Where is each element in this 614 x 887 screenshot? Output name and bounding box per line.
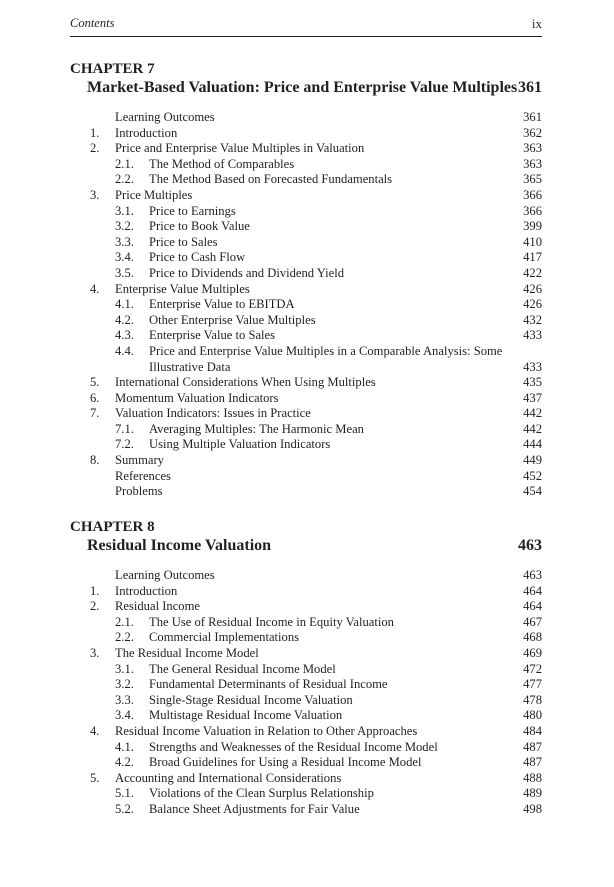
toc-entry-page: 435 xyxy=(523,375,542,390)
toc-entry-number: 2.2. xyxy=(115,172,134,187)
toc-entry-number: 3.2. xyxy=(115,219,134,234)
toc-entry-title: Enterprise Value to EBITDA xyxy=(149,297,295,312)
toc-entry-title: Enterprise Value to Sales xyxy=(149,328,276,343)
toc-entry[interactable] xyxy=(70,469,542,485)
toc-entry-page: 433 xyxy=(523,359,542,374)
toc-entry-title: Multistage Residual Income Valuation xyxy=(149,708,343,723)
toc-entry-page: 365 xyxy=(523,172,542,187)
toc-entry-page: 484 xyxy=(523,723,542,738)
toc-entry-title: The Use of Residual Income in Equity Valuation xyxy=(149,614,394,629)
toc-entry[interactable] xyxy=(70,802,542,818)
toc-entry[interactable] xyxy=(70,646,542,662)
toc-entry-number: 4. xyxy=(90,281,100,296)
toc-entry[interactable] xyxy=(70,110,542,126)
toc-entry-page: 410 xyxy=(523,234,542,249)
toc-entry-title: The General Residual Income Model xyxy=(149,661,336,676)
toc-entry-number: 2.1. xyxy=(115,614,134,629)
chapter-title[interactable] xyxy=(87,536,542,556)
toc-entry-number: 3.2. xyxy=(115,677,134,692)
toc-entry-title: The Residual Income Model xyxy=(115,645,259,660)
toc-list xyxy=(70,568,542,818)
chapter-label: CHAPTER 8 xyxy=(70,519,155,535)
toc-entry-title: Commercial Implementations xyxy=(149,630,300,645)
toc-list xyxy=(70,110,542,500)
toc-entry[interactable] xyxy=(70,188,542,204)
toc-entry-title: Price and Enterprise Value Multiples in a Comparable Analysis: Some Illustrative Data xyxy=(149,343,503,374)
toc-entry-title: Introduction xyxy=(115,583,178,598)
toc-entry-title: Broad Guidelines for Using a Residual Income Model xyxy=(149,755,422,770)
toc-entry-page: 363 xyxy=(523,156,542,171)
toc-entry-page: 488 xyxy=(523,770,542,785)
toc-entry[interactable] xyxy=(70,391,542,407)
toc-entry-page: 361 xyxy=(523,110,542,124)
toc-entry[interactable] xyxy=(70,250,542,266)
toc-entry-number: 3.1. xyxy=(115,203,134,218)
toc-entry[interactable] xyxy=(70,615,542,631)
toc-entry[interactable] xyxy=(70,282,542,298)
toc-entry-title: Single-Stage Residual Income Valuation xyxy=(149,692,353,707)
toc-entry[interactable] xyxy=(70,406,542,422)
toc-entry-page: 487 xyxy=(523,739,542,754)
toc-entry[interactable] xyxy=(70,662,542,678)
toc-entry[interactable] xyxy=(70,677,542,693)
toc-entry-title: International Considerations When Using Multiples xyxy=(115,375,376,390)
toc-entry[interactable] xyxy=(70,740,542,756)
chapter-page: 361 xyxy=(518,79,542,96)
toc-entry[interactable] xyxy=(70,484,542,500)
toc-entry-page: 477 xyxy=(523,677,542,692)
toc-entry-page: 469 xyxy=(523,645,542,660)
toc-entry-page: 363 xyxy=(523,141,542,156)
chapter-title[interactable] xyxy=(87,78,542,98)
toc-entry-page: 366 xyxy=(523,187,542,202)
toc-entry-number: 5.2. xyxy=(115,801,134,816)
toc-entry[interactable] xyxy=(70,157,542,173)
toc-entry[interactable] xyxy=(70,266,542,282)
running-header xyxy=(70,16,542,37)
toc-entry-number: 4.2. xyxy=(115,755,134,770)
toc-entry-number: 2. xyxy=(90,599,100,614)
toc-entry-title: Price to Dividends and Dividend Yield xyxy=(149,265,345,280)
chapter-page: 463 xyxy=(518,537,542,554)
toc-entry[interactable] xyxy=(70,568,542,584)
toc-entry-title: Summary xyxy=(115,453,164,468)
toc-entry-title: Residual Income xyxy=(115,599,200,614)
toc-entry-page: 464 xyxy=(523,583,542,598)
toc-entry[interactable] xyxy=(70,437,542,453)
toc-entry-title: Averaging Multiples: The Harmonic Mean xyxy=(149,421,364,436)
toc-entry[interactable] xyxy=(70,344,542,375)
toc-entry-number: 4.3. xyxy=(115,328,134,343)
toc-entry-title: Residual Income Valuation in Relation to Other Approaches xyxy=(115,723,418,738)
toc-entry-title: Fundamental Determinants of Residual Income xyxy=(149,677,388,692)
toc-entry-page: 426 xyxy=(523,297,542,312)
chapter-title-text: Residual Income Valuation xyxy=(87,537,272,554)
toc-entry[interactable] xyxy=(70,313,542,329)
toc-entry[interactable] xyxy=(70,630,542,646)
toc-entry-number: 3. xyxy=(90,187,100,202)
toc-entry-number: 4.1. xyxy=(115,739,134,754)
toc-entry-title: Momentum Valuation Indicators xyxy=(115,390,279,405)
toc-entry-title: Violations of the Clean Surplus Relationship xyxy=(149,786,374,801)
toc-entry-page: 489 xyxy=(523,786,542,801)
toc-entry-page: 452 xyxy=(523,468,542,483)
toc-entry-page: 478 xyxy=(523,692,542,707)
toc-entry-page: 498 xyxy=(523,801,542,816)
toc-entry-title: Enterprise Value Multiples xyxy=(115,281,250,296)
toc-entry-number: 3. xyxy=(90,645,100,660)
toc-entry[interactable] xyxy=(70,375,542,391)
page-number: ix xyxy=(531,16,542,31)
toc-entry-title: Price to Cash Flow xyxy=(149,250,246,265)
toc-entry-title: Price and Enterprise Value Multiples in Valuation xyxy=(115,141,365,156)
toc-entry-page: 432 xyxy=(523,312,542,327)
toc-entry-number: 3.4. xyxy=(115,708,134,723)
toc-entry-title: Accounting and International Considerations xyxy=(115,770,342,785)
toc-entry[interactable] xyxy=(70,786,542,802)
toc-entry-number: 4.2. xyxy=(115,312,134,327)
toc-entry-title: Price to Earnings xyxy=(149,203,236,218)
toc-entry-number: 2.2. xyxy=(115,630,134,645)
toc-entry-page: 362 xyxy=(523,125,542,140)
chapter-8 xyxy=(70,518,542,818)
toc-entry-page: 366 xyxy=(523,203,542,218)
toc-entry-title: Price Multiples xyxy=(115,187,193,202)
toc-entry[interactable] xyxy=(70,235,542,251)
toc-entry-page: 417 xyxy=(523,250,542,265)
toc-entry-title: Price to Book Value xyxy=(149,219,250,234)
toc-entry-page: 467 xyxy=(523,614,542,629)
toc-entry[interactable] xyxy=(70,172,542,188)
toc-entry-page: 422 xyxy=(523,265,542,280)
toc-entry-number: 8. xyxy=(90,453,100,468)
toc-entry-title: Problems xyxy=(115,484,163,499)
toc-entry[interactable] xyxy=(70,755,542,771)
toc-entry-number: 1. xyxy=(90,125,100,140)
toc-entry-title: Using Multiple Valuation Indicators xyxy=(149,437,331,452)
toc-entry-page: 472 xyxy=(523,661,542,676)
toc-entry-number: 3.3. xyxy=(115,692,134,707)
toc-entry-number: 7.1. xyxy=(115,421,134,436)
toc-entry-page: 487 xyxy=(523,755,542,770)
toc-entry-number: 7.2. xyxy=(115,437,134,452)
toc-entry-title: References xyxy=(115,468,171,483)
toc-entry-page: 449 xyxy=(523,453,542,468)
toc-entry-number: 6. xyxy=(90,390,100,405)
chapter-title-text: Market-Based Valuation: Price and Enterprise Value Multiples xyxy=(87,79,518,96)
toc-entry[interactable] xyxy=(70,126,542,142)
toc-entry[interactable] xyxy=(70,328,542,344)
toc-entry[interactable] xyxy=(70,141,542,157)
toc-entry-page: 480 xyxy=(523,708,542,723)
toc-entry[interactable] xyxy=(70,422,542,438)
toc-entry-number: 2. xyxy=(90,141,100,156)
toc-entry[interactable] xyxy=(70,204,542,220)
toc-entry-title: Learning Outcomes xyxy=(115,568,215,582)
toc-entry-page: 442 xyxy=(523,421,542,436)
toc-entry[interactable] xyxy=(70,297,542,313)
toc-entry-number: 1. xyxy=(90,583,100,598)
toc-entry-number: 4. xyxy=(90,723,100,738)
toc-entry-title: Strengths and Weaknesses of the Residual Income Model xyxy=(149,739,438,754)
toc-entry-number: 4.4. xyxy=(115,343,134,358)
toc-entry-number: 4.1. xyxy=(115,297,134,312)
chapter-label: CHAPTER 7 xyxy=(70,61,155,77)
toc-entry-title: The Method of Comparables xyxy=(149,156,295,171)
toc-entry-title: Price to Sales xyxy=(149,234,218,249)
toc-entry-page: 464 xyxy=(523,599,542,614)
toc-entry-title: Valuation Indicators: Issues in Practice xyxy=(115,406,311,421)
toc-entry[interactable] xyxy=(70,584,542,600)
running-header-section: Contents xyxy=(70,16,115,30)
chapter-7 xyxy=(70,60,542,500)
toc-entry[interactable] xyxy=(70,219,542,235)
toc-entry-page: 463 xyxy=(523,568,542,582)
toc-entry[interactable] xyxy=(70,453,542,469)
toc-entry-title: Other Enterprise Value Multiples xyxy=(149,312,316,327)
toc-entry-page: 454 xyxy=(523,484,542,499)
toc-entry-page: 444 xyxy=(523,437,542,452)
toc-entry[interactable] xyxy=(70,599,542,615)
toc-entry-number: 3.5. xyxy=(115,265,134,280)
toc-entry-page: 437 xyxy=(523,390,542,405)
toc-entry-number: 5.1. xyxy=(115,786,134,801)
toc-entry-title: Learning Outcomes xyxy=(115,110,215,124)
toc-entry[interactable] xyxy=(70,724,542,740)
toc-entry-number: 5. xyxy=(90,770,100,785)
toc-entry-title: Introduction xyxy=(115,125,178,140)
toc-entry-number: 3.1. xyxy=(115,661,134,676)
toc-entry-number: 5. xyxy=(90,375,100,390)
toc-entry-page: 442 xyxy=(523,406,542,421)
toc-entry-page: 468 xyxy=(523,630,542,645)
toc-entry[interactable] xyxy=(70,708,542,724)
toc-entry-number: 2.1. xyxy=(115,156,134,171)
toc-entry-page: 399 xyxy=(523,219,542,234)
toc-entry[interactable] xyxy=(70,771,542,787)
toc-entry-page: 426 xyxy=(523,281,542,296)
toc-entry[interactable] xyxy=(70,693,542,709)
toc-entry-number: 3.3. xyxy=(115,234,134,249)
toc-entry-number: 7. xyxy=(90,406,100,421)
toc-entry-title: The Method Based on Forecasted Fundamentals xyxy=(149,172,393,187)
toc-entry-number: 3.4. xyxy=(115,250,134,265)
toc-entry-page: 433 xyxy=(523,328,542,343)
toc-entry-title: Balance Sheet Adjustments for Fair Value xyxy=(149,801,360,816)
